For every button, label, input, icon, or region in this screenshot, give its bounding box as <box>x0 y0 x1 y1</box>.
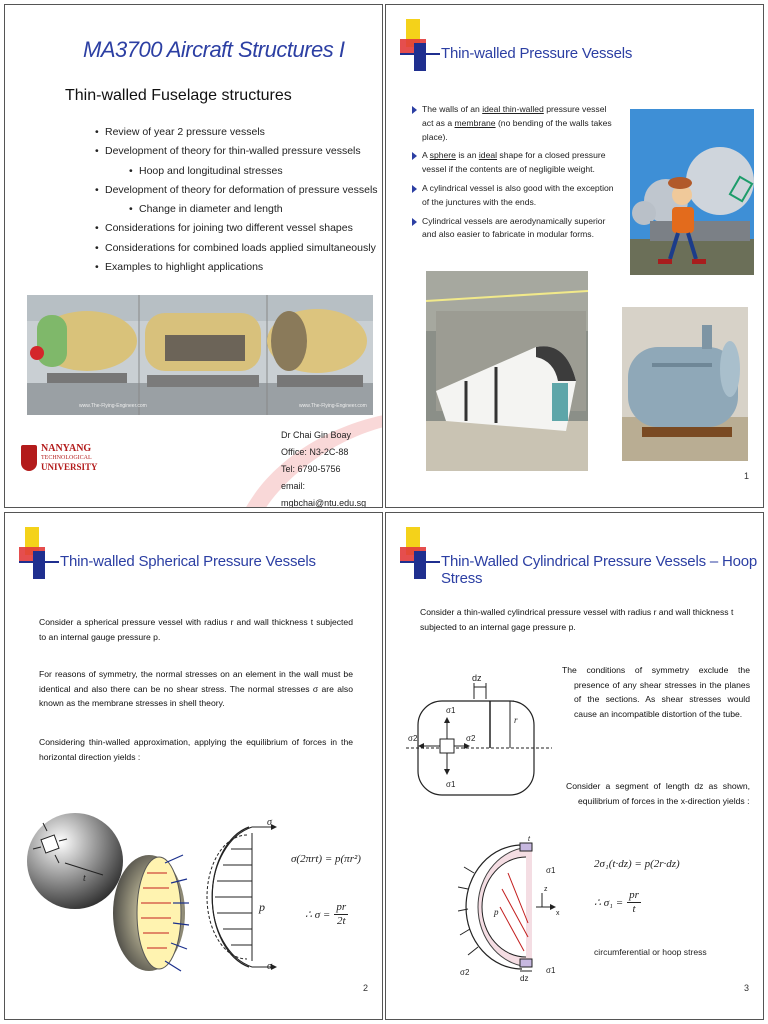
topic-subitem: • Change in diameter and length <box>95 200 378 219</box>
label-t: t <box>528 836 530 843</box>
slide-thin-walled-vessels <box>385 4 764 508</box>
course-title: MA3700 Aircraft Structures I <box>83 37 345 62</box>
lecturer-tel: Tel: 6790-5756 <box>281 464 341 474</box>
label-t: t <box>83 873 86 884</box>
label-sigma: σ <box>267 961 272 971</box>
label-r: r <box>514 715 518 725</box>
topic-subitem: • Hoop and longitudinal stresses <box>95 162 378 181</box>
label-sigma1: σ1 <box>546 966 556 975</box>
bullet-item: A sphere is an ideal shape for a closed pressure vessel if the contents are of negligible weight. <box>414 149 614 177</box>
label-sigma1: σ1 <box>546 866 556 875</box>
photo-credit: www.The-Flying-Engineer.com <box>79 403 147 409</box>
label-pressure: p <box>494 907 499 917</box>
label-sigma1: σ1 <box>446 780 456 789</box>
label-sigma2: σ2 <box>408 734 418 743</box>
fuselage-sections-photo <box>27 295 373 415</box>
lecturer-contact <box>281 427 382 508</box>
cylinder-section-diagram <box>406 669 556 809</box>
page-number: 1 <box>744 471 750 481</box>
hoop-stress-equation: ∴ σ₁ = $\frac{pr}{t}$ <box>594 889 639 915</box>
topic-item: • Development of theory for deformation of pressure vessels <box>95 181 378 200</box>
paragraph: Consider a segment of length dz as shown, equilibrium of forces in the x-direction yields : <box>566 781 750 806</box>
paragraph: Consider a thin-walled cylindrical pressure vessel with radius r and wall thickness t subjected to an internal gage pressure p. <box>420 607 734 632</box>
label-dz: dz <box>472 673 482 683</box>
bullet-list <box>414 103 614 247</box>
sigma-result-equation: ∴ σ = $\frac{pr}{2t}$ <box>305 901 347 927</box>
topics-list <box>95 123 378 277</box>
label-sigma: σ <box>267 819 272 828</box>
label-dz: dz <box>520 974 529 983</box>
paragraph: For reasons of symmetry, the normal stresses on an element in the wall must be identical and also there can be no shear stress. The normal stresses σ are also known as the membrane stresses in shell theory. <box>39 669 353 708</box>
equilibrium-equation: 2σ₁(t·dz) = p(2r·dz) <box>594 858 680 870</box>
label-sigma2: σ2 <box>466 734 476 743</box>
lecturer-email[interactable]: email: mgbchai@ntu.edu.sg <box>281 481 367 508</box>
paragraph: Consider a spherical pressure vessel with radius r and wall thickness t subjected to an internal gauge pressure p. <box>39 617 353 642</box>
slide-decoration <box>400 19 440 71</box>
slide-title: Thin-walled Pressure Vessels <box>441 45 633 62</box>
hangar-fuselage-photo <box>426 271 588 471</box>
bullet-item: The walls of an ideal thin-walled pressure vessel act as a membrane (no bending of the walls takes place). <box>414 103 614 144</box>
bullet-item: Cylindrical vessels are aerodynamically superior and also easier to fabricate in modular forms. <box>414 215 614 243</box>
slide-title: Thin-walled Spherical Pressure Vessels <box>60 553 316 570</box>
label-sigma2: σ2 <box>460 968 470 977</box>
spherical-tanks-photo <box>630 109 754 275</box>
paragraph: Considering thin-walled approximation, applying the equilibrium of forces in the horizontal direction yields : <box>39 737 353 762</box>
hoop-stress-caption: circumferential or hoop stress <box>594 947 707 957</box>
slide-decoration <box>400 527 440 579</box>
cylindrical-vessel-photo <box>622 307 748 461</box>
label-sigma1: σ1 <box>446 706 456 715</box>
slide-decoration <box>19 527 59 579</box>
slide-subtitle: Thin-walled Fuselage structures <box>65 87 292 104</box>
topic-item: • Development of theory for thin-walled pressure vessels <box>95 142 378 161</box>
lecturer-name: Dr Chai Gin Boay <box>281 430 352 440</box>
lecturer-office: Office: N3-2C-88 <box>281 447 349 457</box>
page-number: 3 <box>744 983 750 993</box>
paragraph: The conditions of symmetry exclude the presence of any shear stresses in the planes of the sections. As shear stresses would cause an incompatible distortion of the tube. <box>562 665 750 719</box>
photo-credit: www.The-Flying-Engineer.com <box>299 403 367 409</box>
slide-course-intro: MA3700 Aircraft Structures I Thin-walled Fuselage structures • Review of year 2 pressure vessels • Development of theory for thin-walled pressure vessels • Hoop and longitudinal stresses • Development of theory for deformation of pressure vessels • Change in diameter and length • Considerations for joining two different vessel shapes • Considerations for combined loads applied simultaneously • Examples to highlight applications www.The-Flying-Engineer.com www.The-Flying-Engineer.com NANYANG TECHNOLOGICAL UNIVERSITY Dr Chai Gin Boay Office: N3-2C-88 Tel: 6790-5756 email: mgbchai@ntu.edu.sg <box>4 4 383 508</box>
topic-item: • Examples to highlight applications <box>95 258 378 277</box>
topic-item: • Considerations for combined loads applied simultaneously <box>95 239 378 258</box>
label-z: z <box>544 886 548 893</box>
slide-spherical-vessels <box>4 512 383 1020</box>
slide-title: Thin-Walled Cylindrical Pressure Vessels – Hoop Stress <box>441 553 758 587</box>
cylinder-segment-diagram <box>458 833 568 983</box>
label-x: x <box>556 910 560 917</box>
hemisphere-pressure-diagram <box>111 833 191 983</box>
slide-cylindrical-hoop-stress <box>385 512 764 1020</box>
label-pressure: p <box>259 900 265 914</box>
topic-item: • Review of year 2 pressure vessels <box>95 123 378 142</box>
university-crest-icon <box>21 445 37 471</box>
hemisphere-free-body-diagram <box>197 819 287 971</box>
page-number: 2 <box>363 983 369 993</box>
equilibrium-equation: σ(2πrt) = p(πr²) <box>291 853 361 865</box>
bullet-item: A cylindrical vessel is also good with the exception of the junctures with the ends. <box>414 182 614 210</box>
topic-item: • Considerations for joining two different vessel shapes <box>95 219 378 238</box>
